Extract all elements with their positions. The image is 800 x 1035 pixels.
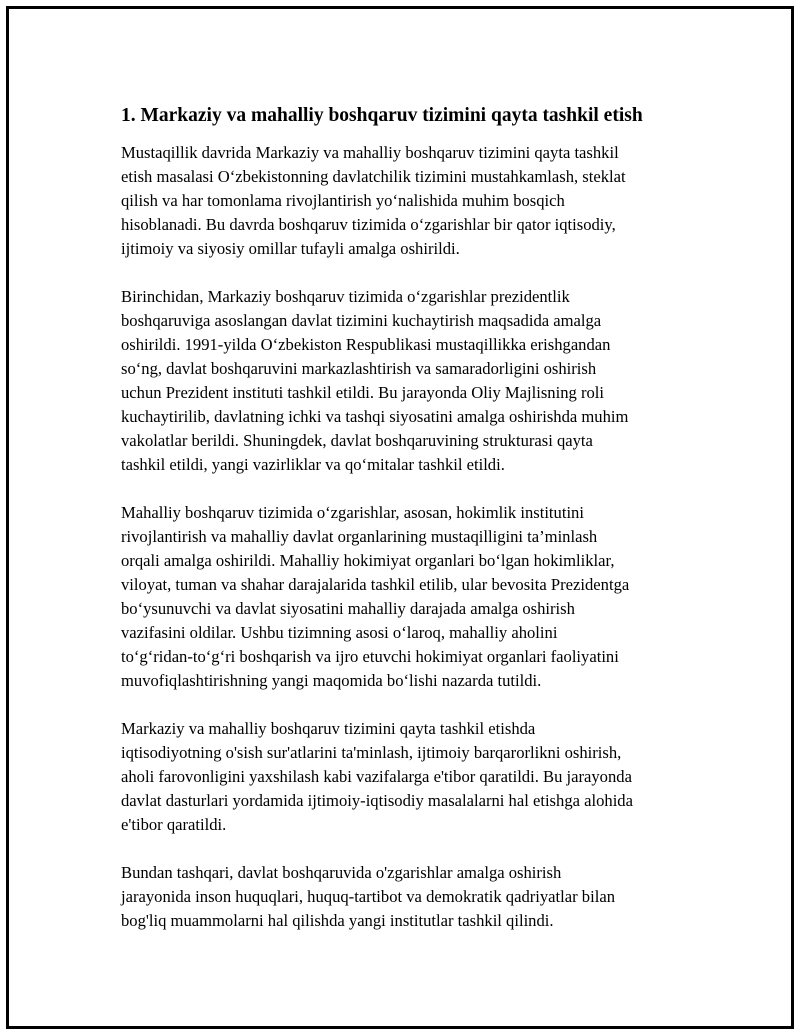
paragraph-line: Birinchidan, Markaziy boshqaruv tizimida o‘zgarishlar prezidentlik xyxy=(121,287,570,306)
paragraph-line: Mustaqillik davrida Markaziy va mahalliy boshqaruv tizimini qayta tashkil xyxy=(121,143,619,162)
paragraph-line: rivojlantirish va mahalliy davlat organlarining mustaqilligini ta’minlash xyxy=(121,527,598,546)
paragraph-line: Mahalliy boshqaruv tizimida o‘zgarishlar, asosan, hokimlik institutini xyxy=(121,503,584,522)
paragraph-line: Markaziy va mahalliy boshqaruv tizimini qayta tashkil etishda xyxy=(121,719,536,738)
paragraph-line: viloyat, tuman va shahar darajalarida tashkil etilib, ular bevosita Prezidentga xyxy=(121,575,630,594)
document-body xyxy=(121,103,697,933)
paragraph-5 xyxy=(121,861,697,933)
paragraph-line: etish masalasi O‘zbekistonning davlatchilik tizimini mustahkamlash, steklat xyxy=(121,167,626,186)
paragraph-line: oshirildi. 1991-yilda O‘zbekiston Respublikasi mustaqillikka erishgandan xyxy=(121,335,611,354)
paragraph-line: qilish va har tomonlama rivojlantirish yo‘nalishida muhim bosqich xyxy=(121,191,565,210)
paragraph-line: Bundan tashqari, davlat boshqaruvida o'zgarishlar amalga oshirish xyxy=(121,863,562,882)
document-title: 1. Markaziy va mahalliy boshqaruv tizimini qayta tashkil etish xyxy=(121,105,643,126)
paragraph-line: bog'liq muammolarni hal qilishda yangi institutlar tashkil qilindi. xyxy=(121,911,554,930)
paragraph-line: tashkil etildi, yangi vazirliklar va qo‘mitalar tashkil etildi. xyxy=(121,455,505,474)
paragraph-line: so‘ng, davlat boshqaruvini markazlashtirish va samaradorligini oshirish xyxy=(121,359,597,378)
paragraph-line: vazifasini oldilar. Ushbu tizimning asosi o‘laroq, mahalliy aholini xyxy=(121,623,558,642)
paragraph-line: vakolatlar berildi. Shuningdek, davlat boshqaruvining strukturasi qayta xyxy=(121,431,593,450)
paragraph-line: iqtisodiyotning o'sish sur'atlarini ta'minlash, ijtimoiy barqarorlikni oshirish, xyxy=(121,743,622,762)
page-border xyxy=(6,6,794,1029)
paragraph-2 xyxy=(121,285,697,477)
paragraph-line: davlat dasturlari yordamida ijtimoiy-iqtisodiy masalalarni hal etishga alohida xyxy=(121,791,633,810)
paragraph-line: hisoblanadi. Bu davrda boshqaruv tizimida o‘zgarishlar bir qator iqtisodiy, xyxy=(121,215,616,234)
paragraph-4 xyxy=(121,717,697,837)
paragraph-3 xyxy=(121,501,697,693)
paragraph-line: boshqaruviga asoslangan davlat tizimini kuchaytirish maqsadida amalga xyxy=(121,311,602,330)
paragraph-line: to‘g‘ridan-to‘g‘ri boshqarish va ijro etuvchi hokimiyat organlari faoliyatini xyxy=(121,647,619,666)
paragraph-line: orqali amalga oshirildi. Mahalliy hokimiyat organlari bo‘lgan hokimliklar, xyxy=(121,551,615,570)
paragraph-line: e'tibor qaratildi. xyxy=(121,815,227,834)
paragraph-line: uchun Prezident instituti tashkil etildi. Bu jarayonda Oliy Majlisning roli xyxy=(121,383,605,402)
paragraph-line: bo‘ysunuvchi va davlat siyosatini mahalliy darajada amalga oshirish xyxy=(121,599,575,618)
paragraph-line: kuchaytirilib, davlatning ichki va tashqi siyosatini amalga oshirishda muhim xyxy=(121,407,629,426)
paragraph-line: ijtimoiy va siyosiy omillar tufayli amalga oshirildi. xyxy=(121,239,460,258)
paragraph-line: jarayonida inson huquqlari, huquq-tartibot va demokratik qadriyatlar bilan xyxy=(121,887,615,906)
paragraph-line: muvofiqlashtirishning yangi maqomida bo‘lishi nazarda tutildi. xyxy=(121,671,542,690)
paragraph-1 xyxy=(121,141,697,261)
paragraph-line: aholi farovonligini yaxshilash kabi vazifalarga e'tibor qaratildi. Bu jarayonda xyxy=(121,767,632,786)
